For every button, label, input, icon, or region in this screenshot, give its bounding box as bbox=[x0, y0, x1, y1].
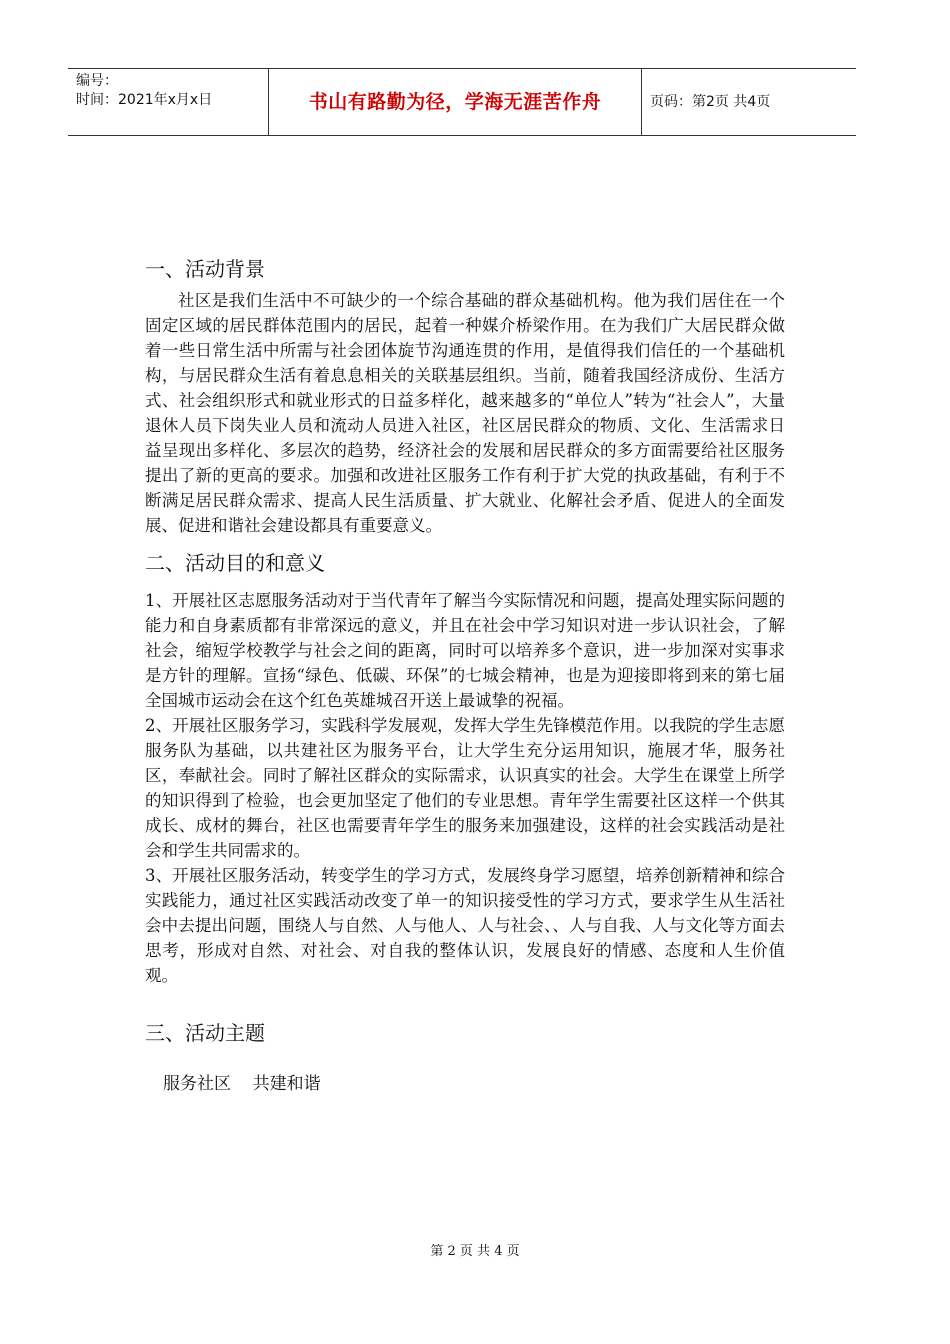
purpose-paragraph-2: 2、开展社区服务学习，实践科学发展观，发挥大学生先锋模范作用。以我院的学生志愿服务队为基础，以共建社区为服务平台，让大学生充分运用知识，施展才华，服务社区，奉献社会。同时了解社区群众的实际需求，认识真实的社会。大学生在课堂上所学的知识得到了检验，也会更加坚定了他们的专业思想。青年学生需要社区这样一个供其成长、成材的舞台，社区也需要青年学生的服务来加强建设，这样的社会实践活动是社会和学生共同需求的。 bbox=[145, 716, 785, 860]
activity-theme: 服务社区 共建和谐 bbox=[163, 1074, 321, 1094]
purpose-paragraph-1: 1、开展社区志愿服务活动对于当代青年了解当今实际情况和问题，提高处理实际问题的能力和自身素质都有非常深远的意义，并且在社会中学习知识对进一步认识社会，了解社会，缩短学校教学与社会之间的距离，同时可以培养多个意识，进一步加深对实事求是方针的理解。宣扬“绿色、低碳、环保”的七城会精神，也是为迎接即将到来的第七届全国城市运动会在这个红色英雄城召开送上最诚挚的祝福。 bbox=[145, 591, 785, 710]
header-divider bbox=[641, 69, 642, 135]
header-page-info: 页码：第2页 共4页 bbox=[650, 94, 771, 110]
section-heading-background: 一、活动背景 bbox=[145, 257, 265, 281]
section-heading-purpose: 二、活动目的和意义 bbox=[145, 551, 325, 575]
header-motto: 书山有路勤为径，学海无涯苦作舟 bbox=[308, 91, 602, 113]
document-body bbox=[145, 250, 785, 1097]
purpose-paragraph-3: 3、开展社区服务活动，转变学生的学习方式，发展终身学习愿望，培养创新精神和综合实践能力，通过社区实践活动改变了单一的知识接受性的学习方式，要求学生从生活社会中去提出问题，围绕人与自然、人与他人、人与社会、、人与自我、人与文化等方面去思考，形成对自然、对社会、对自我的整体认识，发展良好的情感、态度和人生价值观。 bbox=[145, 866, 785, 985]
page-footer: 第 2 页 共 4 页 bbox=[430, 1244, 520, 1259]
background-paragraph: 社区是我们生活中不可缺少的一个综合基础的群众基础机构。他为我们居住在一个固定区域的居民群体范围内的居民，起着一种媒介桥梁作用。在为我们广大居民群众做着一些日常生活中所需与社会团体旋节沟通连贯的作用，是值得我们信任的一个基础机构，与居民群众生活有着息息相关的关联基层组织。当前，随着我国经济成份、生活方式、社会组织形式和就业形式的日益多样化，越来越多的“单位人”转为“社会人”，大量退休人员下岗失业人员和流动人员进入社区，社区居民群众的物质、文化、生活需求日益呈现出多样化、多层次的趋势，经济社会的发展和居民群众的多方面需要给社区服务提出了新的更高的要求。加强和改进社区服务工作有利于扩大党的执政基础，有利于不断满足居民群众需求、提高人民生活质量、扩大就业、化解社会矛盾、促进人的全面发展、促进和谐社会建设都具有重要意义。 bbox=[145, 291, 785, 535]
section-heading-theme: 三、活动主题 bbox=[145, 1021, 265, 1045]
page-header bbox=[68, 68, 856, 136]
document-time-label: 时间：2021年x月x日 bbox=[76, 92, 213, 108]
document-number-label: 编号： bbox=[76, 73, 118, 89]
header-meta bbox=[76, 72, 271, 110]
